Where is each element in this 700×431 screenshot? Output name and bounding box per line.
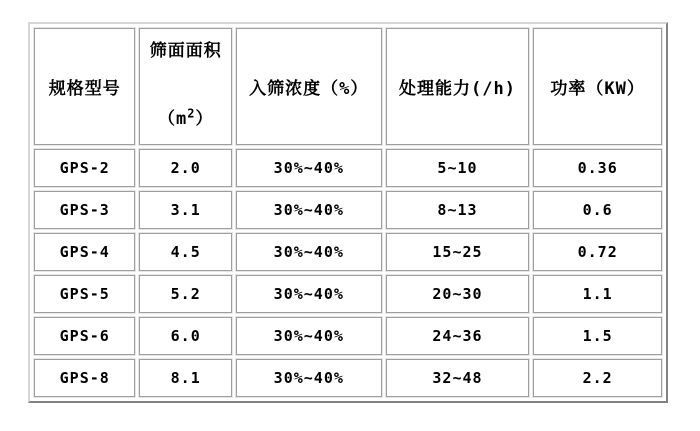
header-capacity-label: 处理能力(/h) bbox=[399, 79, 516, 99]
cell-area: 8.1 bbox=[139, 359, 231, 397]
cell-concentration: 30%~40% bbox=[236, 191, 382, 229]
cell-power: 2.2 bbox=[533, 359, 662, 397]
header-cell-concentration bbox=[236, 28, 382, 145]
header-cell-model bbox=[34, 28, 135, 145]
cell-concentration: 30%~40% bbox=[236, 317, 382, 355]
header-cell-power bbox=[533, 28, 662, 145]
cell-area: 2.0 bbox=[139, 149, 231, 187]
cell-power: 0.6 bbox=[533, 191, 662, 229]
header-area-line2: $(m^2)$ bbox=[157, 106, 214, 129]
header-concentration-label: 入筛浓度（%） bbox=[249, 79, 369, 99]
header-area-line1: 筛面面积 bbox=[149, 41, 222, 61]
cell-capacity: 8~13 bbox=[386, 191, 530, 229]
table-row bbox=[34, 233, 662, 271]
cell-concentration: 30%~40% bbox=[236, 359, 382, 397]
spec-table bbox=[28, 22, 668, 403]
cell-capacity: 5~10 bbox=[386, 149, 530, 187]
header-cell-capacity bbox=[386, 28, 530, 145]
cell-capacity: 32~48 bbox=[386, 359, 530, 397]
table-row bbox=[34, 149, 662, 187]
cell-capacity: 15~25 bbox=[386, 233, 530, 271]
header-cell-area bbox=[139, 28, 231, 145]
area-superscript: 2 bbox=[187, 106, 196, 121]
table-row bbox=[34, 191, 662, 229]
cell-area: 3.1 bbox=[139, 191, 231, 229]
cell-power: 1.1 bbox=[533, 275, 662, 313]
cell-capacity: 20~30 bbox=[386, 275, 530, 313]
cell-power: 0.72 bbox=[533, 233, 662, 271]
cell-concentration: 30%~40% bbox=[236, 233, 382, 271]
cell-model: GPS-8 bbox=[34, 359, 135, 397]
table-row bbox=[34, 275, 662, 313]
cell-model: GPS-2 bbox=[34, 149, 135, 187]
cell-power: 1.5 bbox=[533, 317, 662, 355]
table-row bbox=[34, 317, 662, 355]
cell-power: 0.36 bbox=[533, 149, 662, 187]
cell-model: GPS-5 bbox=[34, 275, 135, 313]
header-area-label bbox=[140, 29, 230, 144]
table-row bbox=[34, 359, 662, 397]
header-power-label: 功率（KW） bbox=[550, 79, 645, 99]
header-model-label: 规格型号 bbox=[48, 79, 121, 99]
header-row bbox=[34, 28, 662, 145]
cell-model: GPS-6 bbox=[34, 317, 135, 355]
cell-model: GPS-4 bbox=[34, 233, 135, 271]
cell-model: GPS-3 bbox=[34, 191, 135, 229]
cell-area: 6.0 bbox=[139, 317, 231, 355]
cell-area: 4.5 bbox=[139, 233, 231, 271]
cell-capacity: 24~36 bbox=[386, 317, 530, 355]
cell-concentration: 30%~40% bbox=[236, 275, 382, 313]
cell-area: 5.2 bbox=[139, 275, 231, 313]
cell-concentration: 30%~40% bbox=[236, 149, 382, 187]
